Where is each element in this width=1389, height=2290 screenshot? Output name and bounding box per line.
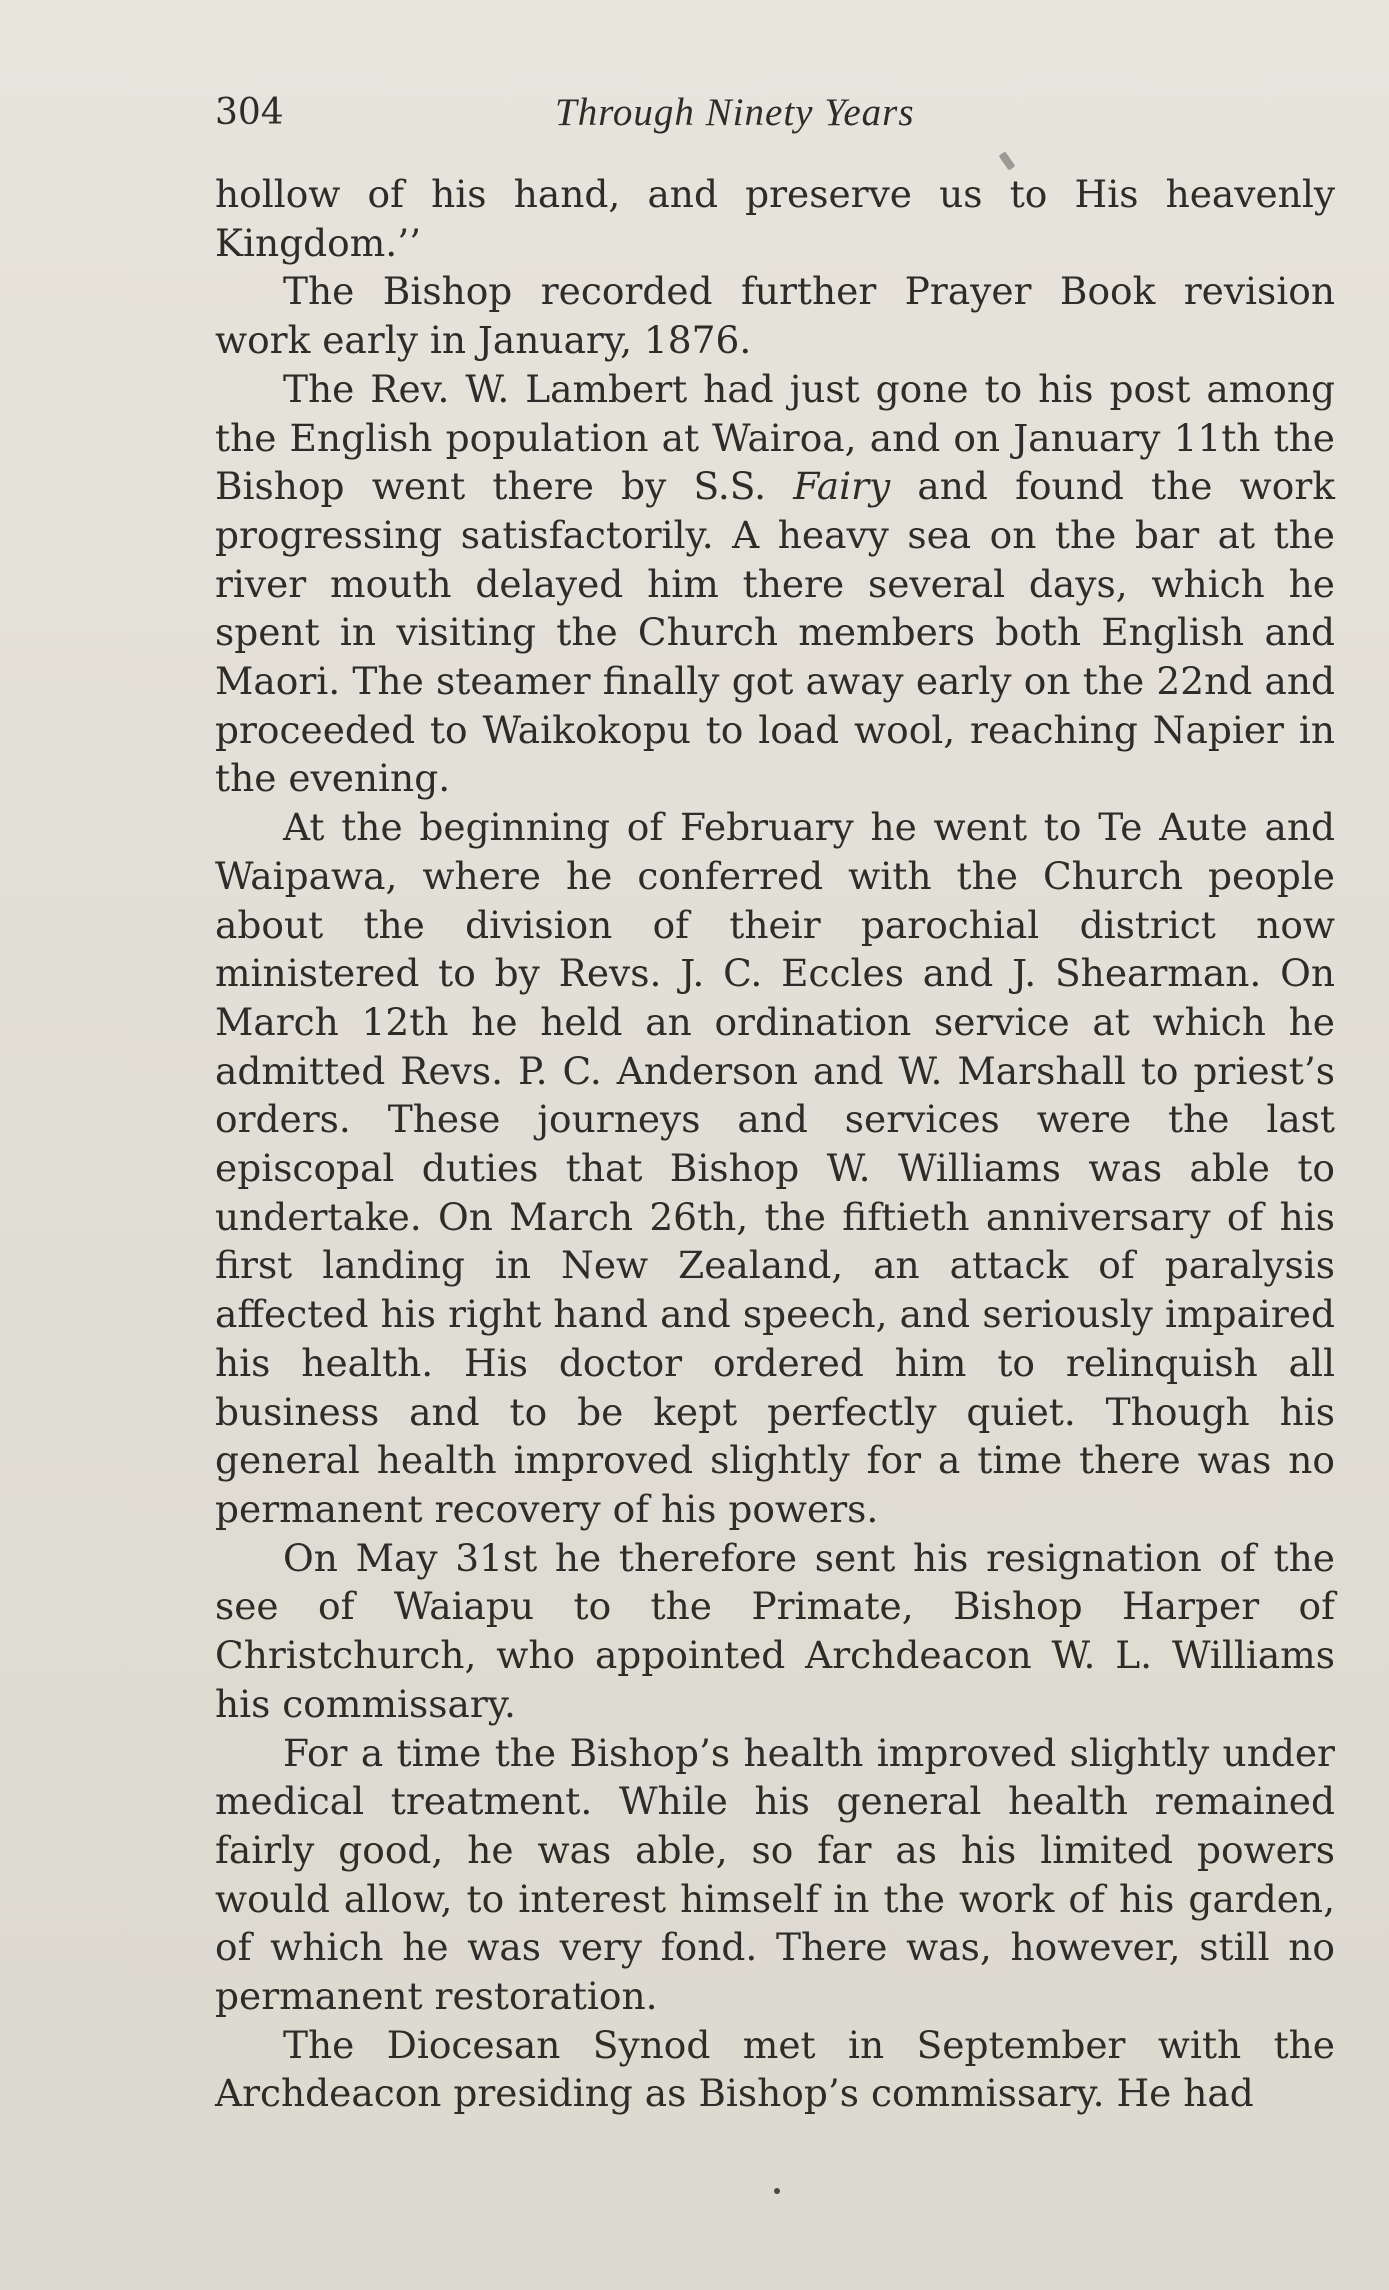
- page-number: 304: [215, 92, 284, 133]
- paragraph-3-before: The Rev. W. Lambert had just gone to his post among the English population at Wairoa, and on January 11th the Bishop went there by S.S.: [215, 366, 1335, 509]
- paragraph-1: hollow of his hand, and preserve us to His heavenly Kingdom.’’: [215, 172, 1335, 265]
- running-head: [215, 88, 1335, 138]
- paragraph-4: At the beginning of February he went to Te Aute and Waipawa, where he conferred with the Church people about the division of their parochial district now ministered to by Revs. J. C. Eccles and J. Shearman. On March 12th he held an ordination service at which he admitted Revs. P. C. Anderson and W. Marshall to priest’s orders. These journeys and services were the last episcopal duties that Bishop W. Williams was able to undertake. On March 26th, the fiftieth anniversary of his first landing in New Zealand, an attack of paralysis affected his right hand and speech, and seriously impaired his health. His doctor ordered him to relinquish all business and to be kept perfectly quiet. Though his general health improved slightly for a time there was no permanent recovery of his powers.: [215, 805, 1335, 1531]
- paragraph-6: For a time the Bishop’s health improved slightly under medical treatment. While his general health remained fairly good, he was able, so far as his limited powers would allow, to interest himself in the work of his garden, of which he was very fond. There was, however, still no permanent restoration.: [215, 1730, 1335, 2019]
- paragraph-2: The Bishop recorded further Prayer Book revision work early in January, 1876.: [215, 269, 1335, 363]
- ink-dot: [774, 2188, 780, 2194]
- ship-name: Fairy: [793, 464, 891, 509]
- paragraph-3-after: and found the work progressing satisfactorily. A heavy sea on the bar at the river mouth delayed him there several days, which he spent in visiting the Church members both English and Maori. The steamer finally got away early on the 22nd and proceeded to Waikokopu to load wool, reaching Napier in the evening.: [215, 464, 1335, 801]
- ink-mark: [999, 151, 1016, 170]
- body-text: [215, 170, 1335, 2118]
- paragraph-3: [215, 365, 1335, 803]
- paragraph-5: On May 31st he therefore sent his resignation of the see of Waiapu to the Primate, Bishop Harper of Christchurch, who appointed Archdeacon W. L. Williams his commissary.: [215, 1535, 1335, 1726]
- running-title: Through Ninety Years: [555, 91, 915, 134]
- paragraph-7: The Diocesan Synod met in September with the Archdeacon presiding as Bishop’s commissary. He had: [215, 2022, 1335, 2116]
